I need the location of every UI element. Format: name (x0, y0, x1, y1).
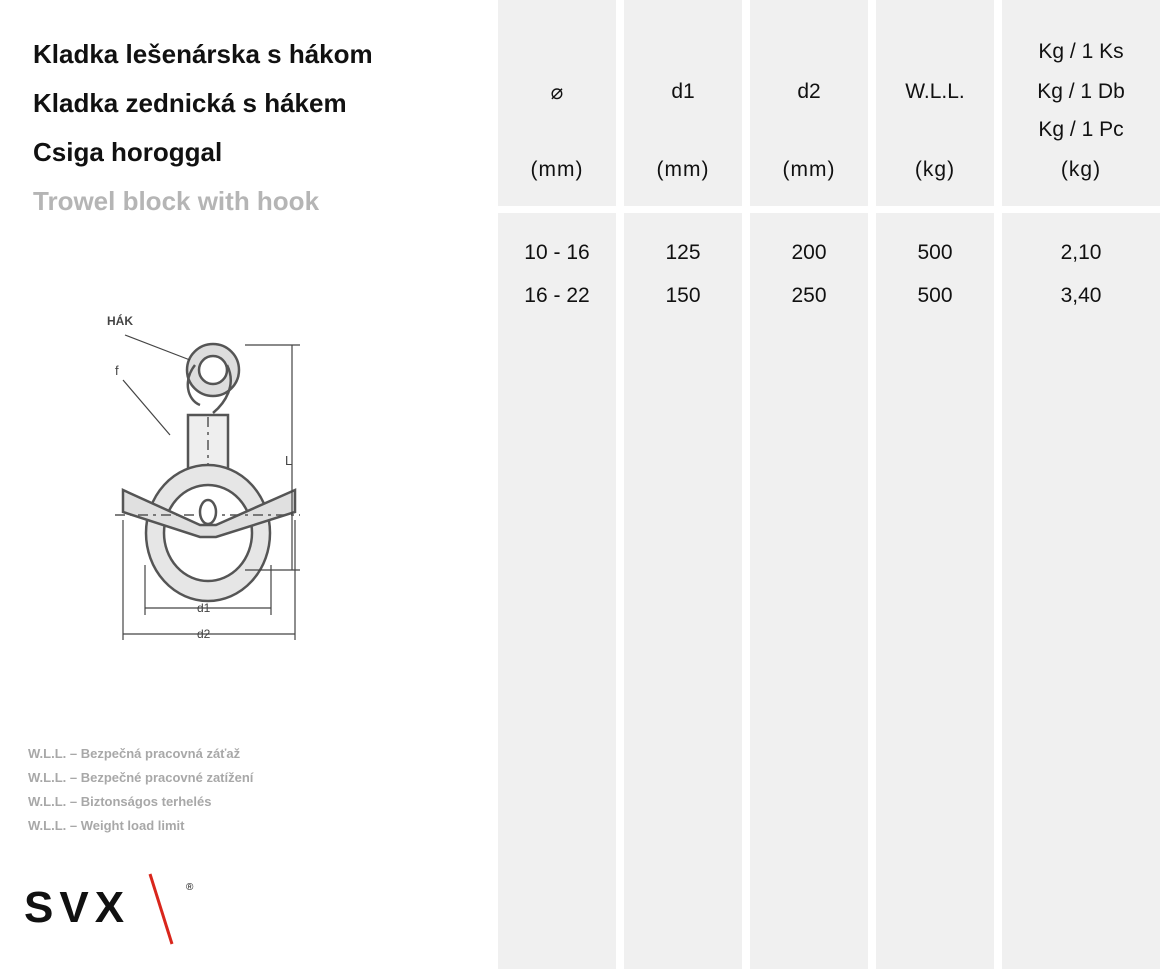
header-weight-hu: Kg / 1 Db (1037, 80, 1125, 103)
cell-r2-d1: 150 (665, 284, 701, 307)
note-slovak: W.L.L. – Bezpečná pracovná záťaž (28, 746, 241, 761)
header-weight-sk: Kg / 1 Ks (1038, 40, 1124, 63)
cell-r1-d2: 200 (791, 241, 827, 264)
cell-r2-d2: 250 (791, 284, 827, 307)
header-wll-symbol: W.L.L. (905, 80, 965, 103)
column-d2 (750, 213, 868, 969)
header-d1-symbol: d1 (671, 80, 695, 103)
header-wll (876, 0, 994, 206)
d2-label: d2 (197, 627, 211, 641)
header-d1 (624, 0, 742, 206)
note-czech: W.L.L. – Bezpečné pracovné zatížení (28, 770, 254, 785)
cell-r2-wll: 500 (917, 284, 953, 307)
header-diameter (498, 0, 616, 206)
header-diameter-unit: (mm) (530, 158, 584, 181)
wll-notes (28, 742, 253, 838)
hook-label: HÁK (107, 314, 133, 328)
cell-r1-d1: 125 (665, 241, 701, 264)
title-hungarian: Csiga horoggal (33, 137, 223, 167)
header-d2-symbol: d2 (797, 80, 821, 103)
logo-accent-stroke (150, 874, 172, 944)
cell-r2-diameter: 16 - 22 (524, 284, 590, 307)
note-hungarian: W.L.L. – Biztonságos terhelés (28, 794, 212, 809)
f-label: f (115, 363, 119, 378)
cell-r2-weight: 3,40 (1060, 284, 1102, 307)
logo-registered: ® (186, 882, 194, 893)
header-d2 (750, 0, 868, 206)
header-wll-unit: (kg) (914, 158, 956, 181)
title-czech: Kladka zednická s hákem (33, 88, 347, 118)
header-weight-en: Kg / 1 Pc (1038, 118, 1124, 141)
column-wll (876, 213, 994, 969)
header-weight-unit: (kg) (1060, 158, 1102, 181)
column-d1 (624, 213, 742, 969)
product-titles (33, 30, 373, 226)
header-d1-unit: (mm) (656, 158, 710, 181)
note-english: W.L.L. – Weight load limit (28, 818, 185, 833)
cell-r1-weight: 2,10 (1060, 241, 1102, 264)
column-weight (1002, 213, 1160, 969)
title-english: Trowel block with hook (33, 186, 320, 216)
column-diameter (498, 213, 616, 969)
svx-logo (22, 870, 202, 950)
l-label: L (285, 453, 293, 468)
header-weight (1002, 0, 1160, 206)
title-slovak: Kladka lešenárska s hákom (33, 39, 373, 69)
d1-label: d1 (197, 601, 211, 615)
cell-r1-wll: 500 (917, 241, 953, 264)
cell-r1-diameter: 10 - 16 (524, 241, 590, 264)
header-diameter-symbol: ⌀ (550, 81, 564, 104)
pulley-technical-drawing (95, 305, 325, 650)
logo-text: SVX (24, 883, 131, 932)
header-d2-unit: (mm) (782, 158, 836, 181)
